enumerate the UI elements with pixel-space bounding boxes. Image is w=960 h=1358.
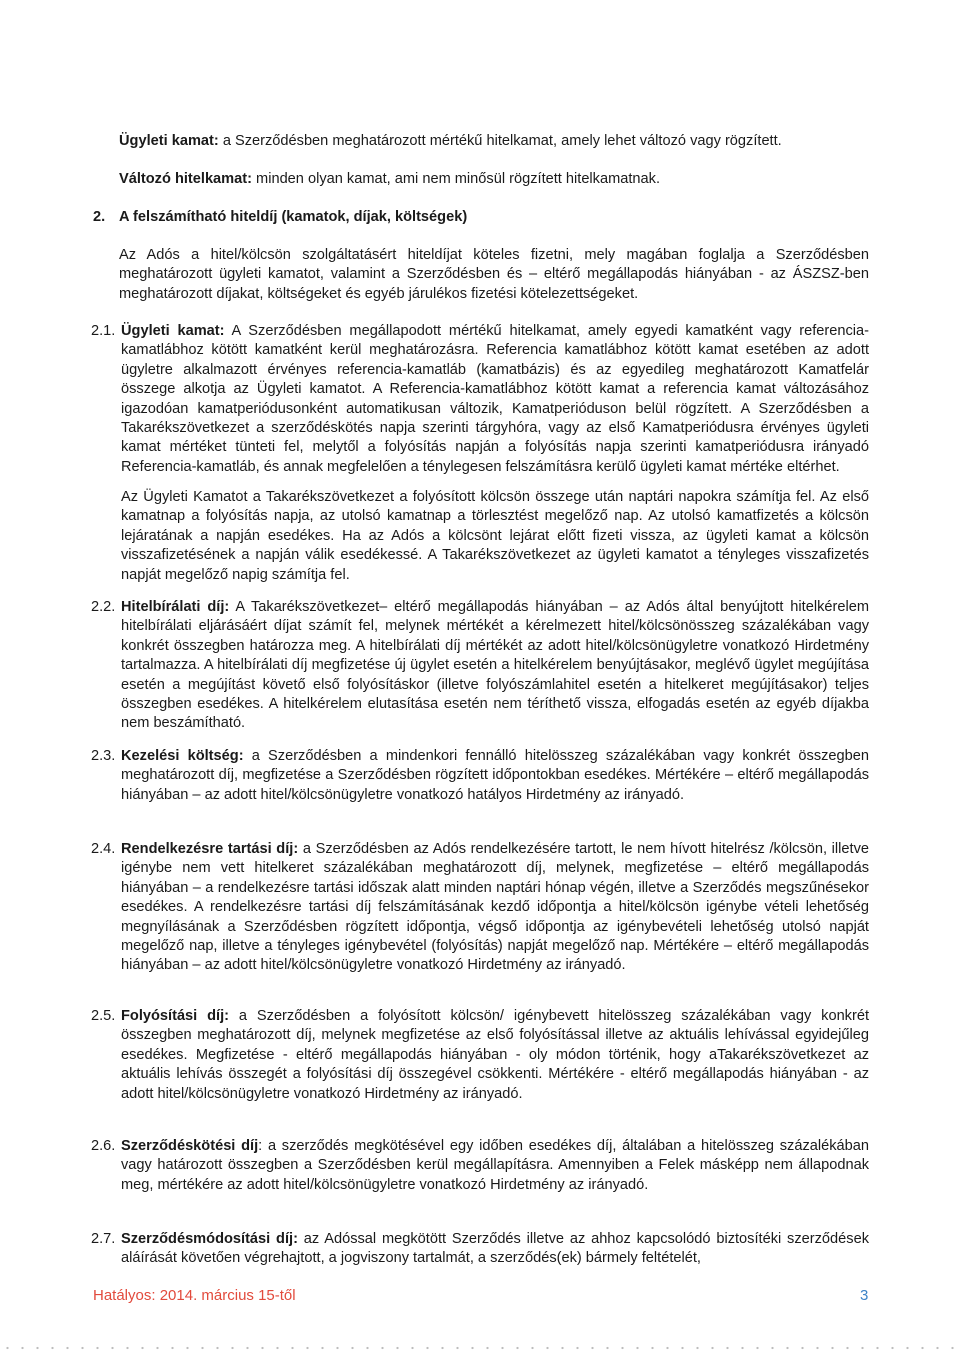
clause-term: Szerződéskötési díj [121,1138,259,1154]
term: Ügyleti kamat: [119,133,219,149]
clause-body [121,747,869,805]
clause-number: 2.6. [91,1138,116,1154]
clause-text: : a szerződés megkötésével egy időben esedékes díj, általában a hitelösszeg százalékában vagy határozott összegben a Szerződésben kerül megállapításra. Amennyiben a Felek másképp nem állapodnak meg, mértékére az adott hitel/kölcsönügyletre vonatkozó Hirdetmény az irányadó. [121,1138,869,1193]
term: Változó hitelkamat: [119,171,252,187]
definition-valtozo-hitelkamat [119,170,869,189]
clause-number: 2.7. [91,1231,116,1247]
clause-number: 2.2. [91,599,116,615]
section-number: 2. [93,209,106,225]
footer-page-number: 3 [860,1287,869,1304]
clause-number: 2.4. [91,841,116,857]
section-title: A felszámítható hiteldíj (kamatok, díjak, költségek) [119,209,468,225]
clause-body [121,598,869,734]
clause-text: a Szerződésben a folyósított kölcsön/ igénybevett hitelösszeg százalékában vagy konkrét összegben meghatározott díj, melynek megfizetése az első folyósítással illetve az aktuális lehívással egyidejűleg esedékes. Megfizetése - eltérő megállapodás hiányában - oly módon történik, hogy aTakarékszövetkezet az aktuális lehívás összegét a folyósítási díj összegével csökkenti. Mértékére - eltérő megállapodás hiányában - az adott hitel/kölcsönügyletre vonatkozó Hirdetmény az irányadó. [121,1008,870,1102]
clause-text: az Adóssal megkötött Szerződés illetve az ahhoz kapcsolódó biztosítéki szerződések aláírását követően végrehajtott, a jogviszony tartalmát, a szerződés(ek) bármely feltételét, [121,1231,869,1267]
clause-term: Rendelkezésre tartási díj: [121,841,299,857]
clause-term: Szerződésmódosítási díj: [121,1231,298,1247]
clause-body [121,322,869,477]
clause-text: A Takarékszövetkezet– eltérő megállapodás hiányában – az Adós által benyújtott hitelkérelem hitelbírálati eljárásáért díjat számít fel, melynek mértékét a kérelmezett hitel/kölcsönösszeg százalékában vagy konkrét összegben határozza meg. A hitelbírálati díj mértékét az adott hitel/kölcsönügyletre vonatkozó Hirdetmény tartalmazza. A hitelbírálati díj megfizetése új ügylet esetén a hitelkérelem benyújtásakor, meglévő ügylet megújítása esetén a megújítást követő első folyósításkor (illetve folyószámlahitel esetén a hitelkeret megújításakor) teljes összegben esedékes. A hitelkérelem elutasítása esetén nem téríthető vissza, elfogadás esetén az egyéb díjakba nem beszámítható. [121,599,869,732]
clause-term: Kezelési költség: [121,748,244,764]
clause-body-continued: Az Ügyleti Kamatot a Takarékszövetkezet a folyósított kölcsön összege után naptári napokra számítja fel. Az első kamatnap a folyósítás napja, az utolsó kamatnap a törlesztést megelőző nap. Az utolsó kamatfizetés a kölcsön lejáratának a napján esedékes. Ha az Adós a kölcsönt lejárat előtt fizeti vissza, az ügyleti kamat a kölcsön visszafizetésének a napján válik esedékessé. A Takarékszövetkezet az ügyleti kamatot a tényleges visszafizetés napját megelőző napig számítja fel. [121,489,869,583]
definition-text: minden olyan kamat, ami nem minősül rögzített hitelkamatnak. [252,171,660,187]
clause-text: A Szerződésben megállapodott mértékű hitelkamat, amely egyedi kamatként vagy referencia-kamatlábhoz kötött kamatként kerül meghatározásra. Referencia kamatlábhoz kötött kamat esetében az adott ügyletre alkalmazott érvényes referencia-kamatláb (kamatbázis) és az egyedileg meghatározott Kamatfelár összege alkotja az Ügyleti kamatot. A Referencia-kamatlábhoz kötött kamat a referencia kamat változásához igazodóan kamatperiódusonként automatikusan változik, Kamatperióduson belül rögzített. A Szerződésben a Takarékszövetkezet a szerződéskötés napja szerinti tárgyhóra, vagy az első Kamatperiódusra érvényes ügyleti kamat mértéket tünteti fel, melytől a folyósítás napján a folyósítás napja szerinti kamatperiódusra irányadó Referencia-kamatláb, és annak megfelelően a ténylegesen felszámításra kerülő ügyleti kamat mértéke eltérhet. [121,323,869,475]
clause-body [121,1230,869,1269]
clause-body [121,1007,869,1104]
footer-effective-date: Hatályos: 2014. március 15-től [93,1287,296,1304]
clause-number: 2.1. [91,323,116,339]
clause-body [121,840,869,976]
section-heading [119,208,869,227]
clause-text: a Szerződésben az Adós rendelkezésére tartott, le nem hívott hitelrész /kölcsön, illetve igénybe nem vett hitelkeret százalékában meghatározott díj, melynek, megfizetése – eltérő megállapodás hiányában – a rendelkezésre tartási időszak alatt minden naptári hónap végén, illetve a Szerződés megszűnésekor esedékes. A rendelkezésre tartási díj felszámításának kezdő időpontja a hitel/kölcsön igénybe vételi lehetőség megnyílásának a Szerződésben rögzített időpontja, végső időpontja az igénybevételi lehetőség utolsó napját megelőző nap, illetve a tényleges igénybevétel (folyósítás) napját megelőző nap. Mértékére – eltérő megállapodás hiányában – az adott hitel/kölcsönügyletre vonatkozó Hirdetmény az irányadó. [121,841,869,974]
clause-number: 2.5. [91,1008,116,1024]
clause-term: Hitelbírálati díj: [121,599,230,615]
section-paragraph: Az Adós a hitel/kölcsön szolgáltatásért hiteldíjat köteles fizetni, mely magában foglalja a Szerződésben meghatározott ügyleti kamatot, valamint a Szerződésben és – eltérő megállapodás hiányában - az ÁSZSZ-ben meghatározott díjakat, költségeket és egyéb járulékos fizetési kötelezettségeket. [119,247,869,302]
definition-ugyleti-kamat [119,132,869,151]
definition-text: a Szerződésben meghatározott mértékű hitelkamat, amely lehet változó vagy rögzített. [218,133,782,149]
clause-text: a Szerződésben a mindenkori fennálló hitelösszeg százalékában vagy konkrét összegben meghatározott díj, megfizetése a Szerződésben rögzített időpontokban esedékes. Mértékére – eltérő megállapodás hiányában – az adott hitel/kölcsönügyletre vonatkozó hatályos Hirdetmény az irányadó. [121,748,870,803]
clause-number: 2.3. [91,748,116,764]
clause-body [121,1137,869,1195]
clause-term: Ügyleti kamat: [121,323,225,339]
footer-dotted-rule [0,1345,960,1351]
clause-term: Folyósítási díj: [121,1008,230,1024]
